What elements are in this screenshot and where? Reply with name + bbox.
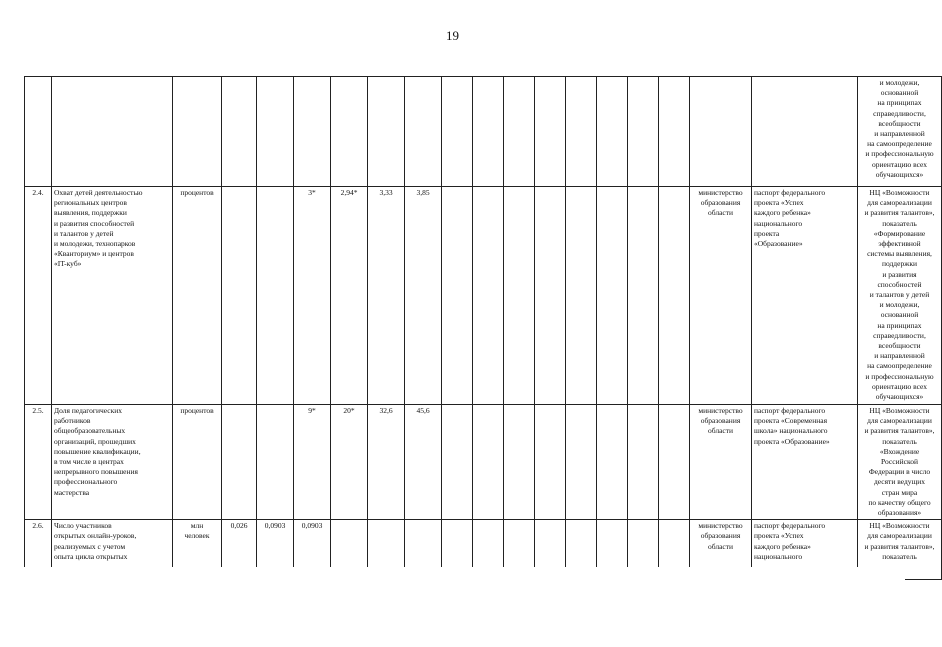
indicator-value <box>659 187 690 405</box>
indicator-value <box>257 77 294 187</box>
indicator-value <box>473 77 504 187</box>
unit-of-measure: процентов <box>173 405 222 520</box>
page-bottom-margin <box>0 567 905 647</box>
source-document <box>752 77 858 187</box>
indicator-value <box>504 405 535 520</box>
indicator-value: 0,026 <box>222 520 257 580</box>
indicator-value <box>597 187 628 405</box>
indicator-value <box>331 77 368 187</box>
responsible-body: министерство образования области <box>690 405 752 520</box>
indicator-value <box>405 77 442 187</box>
indicator-value: 0,0903 <box>294 520 331 580</box>
indicator-value: 3,85 <box>405 187 442 405</box>
indicator-name: Число участников открытых онлайн-уроков, реализуемых с учетом опыта цикла открытых <box>52 520 173 580</box>
national-goal-link: и молодежи, основанной на принципах справедливости, всеобщности и направленной на самоопределение и профессиональную ориентацию всех обучающихся» <box>858 77 942 187</box>
indicator-value <box>659 405 690 520</box>
source-document: паспорт федерального проекта «Успех каждого ребенка» национального <box>752 520 858 580</box>
responsible-body: министерство образования области <box>690 187 752 405</box>
indicator-value: 45,6 <box>405 405 442 520</box>
indicator-value <box>628 405 659 520</box>
indicator-value: 0,0903 <box>257 520 294 580</box>
indicator-value <box>535 405 566 520</box>
indicator-value <box>535 77 566 187</box>
indicator-value <box>442 187 473 405</box>
indicator-value <box>566 405 597 520</box>
national-goal-link: НЦ «Возможности для самореализации и развития талантов», показатель «Формирование эффективной системы выявления, поддержки и развития способностей и талантов у детей и молодежи, основанной на принципах справедливости, всеобщности и направленной на самоопределение и профессиональную ориентацию всех обучающихся» <box>858 187 942 405</box>
indicator-value: 2,94* <box>331 187 368 405</box>
unit-of-measure: процентов <box>173 187 222 405</box>
source-document: паспорт федерального проекта «Успех каждого ребенка» национального проекта «Образование» <box>752 187 858 405</box>
indicator-value <box>659 77 690 187</box>
indicator-value <box>628 187 659 405</box>
indicator-value <box>628 77 659 187</box>
indicator-name <box>52 77 173 187</box>
national-goal-link: НЦ «Возможности для самореализации и развития талантов», показатель <box>858 520 942 580</box>
row-number: 2.5. <box>25 405 52 520</box>
unit-of-measure <box>173 77 222 187</box>
source-document: паспорт федерального проекта «Современная школа» национального проекта «Образование» <box>752 405 858 520</box>
indicator-value <box>294 77 331 187</box>
table-row <box>25 405 942 520</box>
national-goal-link: НЦ «Возможности для самореализации и развития талантов», показатель «Вхождение Российской Федерации в число десяти ведущих стран мира по качеству общего образования» <box>858 405 942 520</box>
indicator-value <box>566 77 597 187</box>
indicator-value: 3,33 <box>368 187 405 405</box>
indicator-value: 9* <box>294 405 331 520</box>
indicator-value <box>222 187 257 405</box>
indicator-value: 32,6 <box>368 405 405 520</box>
indicator-name: Доля педагогических работников общеобразовательных организаций, прошедших повышение квалификации, в том числе в центрах непрерывного повышения профессионального мастерства <box>52 405 173 520</box>
table-row <box>25 77 942 187</box>
indicator-value: 20* <box>331 405 368 520</box>
row-number <box>25 77 52 187</box>
unit-of-measure: млн человек <box>173 520 222 580</box>
indicator-value <box>442 77 473 187</box>
indicator-value <box>566 187 597 405</box>
page-number: 19 <box>446 28 459 43</box>
table-row <box>25 187 942 405</box>
indicator-value <box>442 405 473 520</box>
indicator-value <box>473 187 504 405</box>
responsible-body: министерство образования области <box>690 520 752 580</box>
indicator-value <box>504 77 535 187</box>
indicator-value <box>257 187 294 405</box>
responsible-body <box>690 77 752 187</box>
indicator-value <box>222 405 257 520</box>
indicator-name: Охват детей деятельностью региональных центров выявления, поддержки и развития способностей и талантов у детей и молодежи, технопарков «Кванториум» и центров «IT-куб» <box>52 187 173 405</box>
row-number: 2.4. <box>25 187 52 405</box>
indicators-table <box>24 76 942 580</box>
indicator-value <box>257 405 294 520</box>
indicator-value <box>368 77 405 187</box>
indicator-value <box>535 187 566 405</box>
indicator-value <box>504 187 535 405</box>
indicator-value <box>597 405 628 520</box>
row-number: 2.6. <box>25 520 52 580</box>
indicator-value <box>222 77 257 187</box>
indicator-value: 3* <box>294 187 331 405</box>
indicator-value <box>473 405 504 520</box>
indicator-value <box>597 77 628 187</box>
